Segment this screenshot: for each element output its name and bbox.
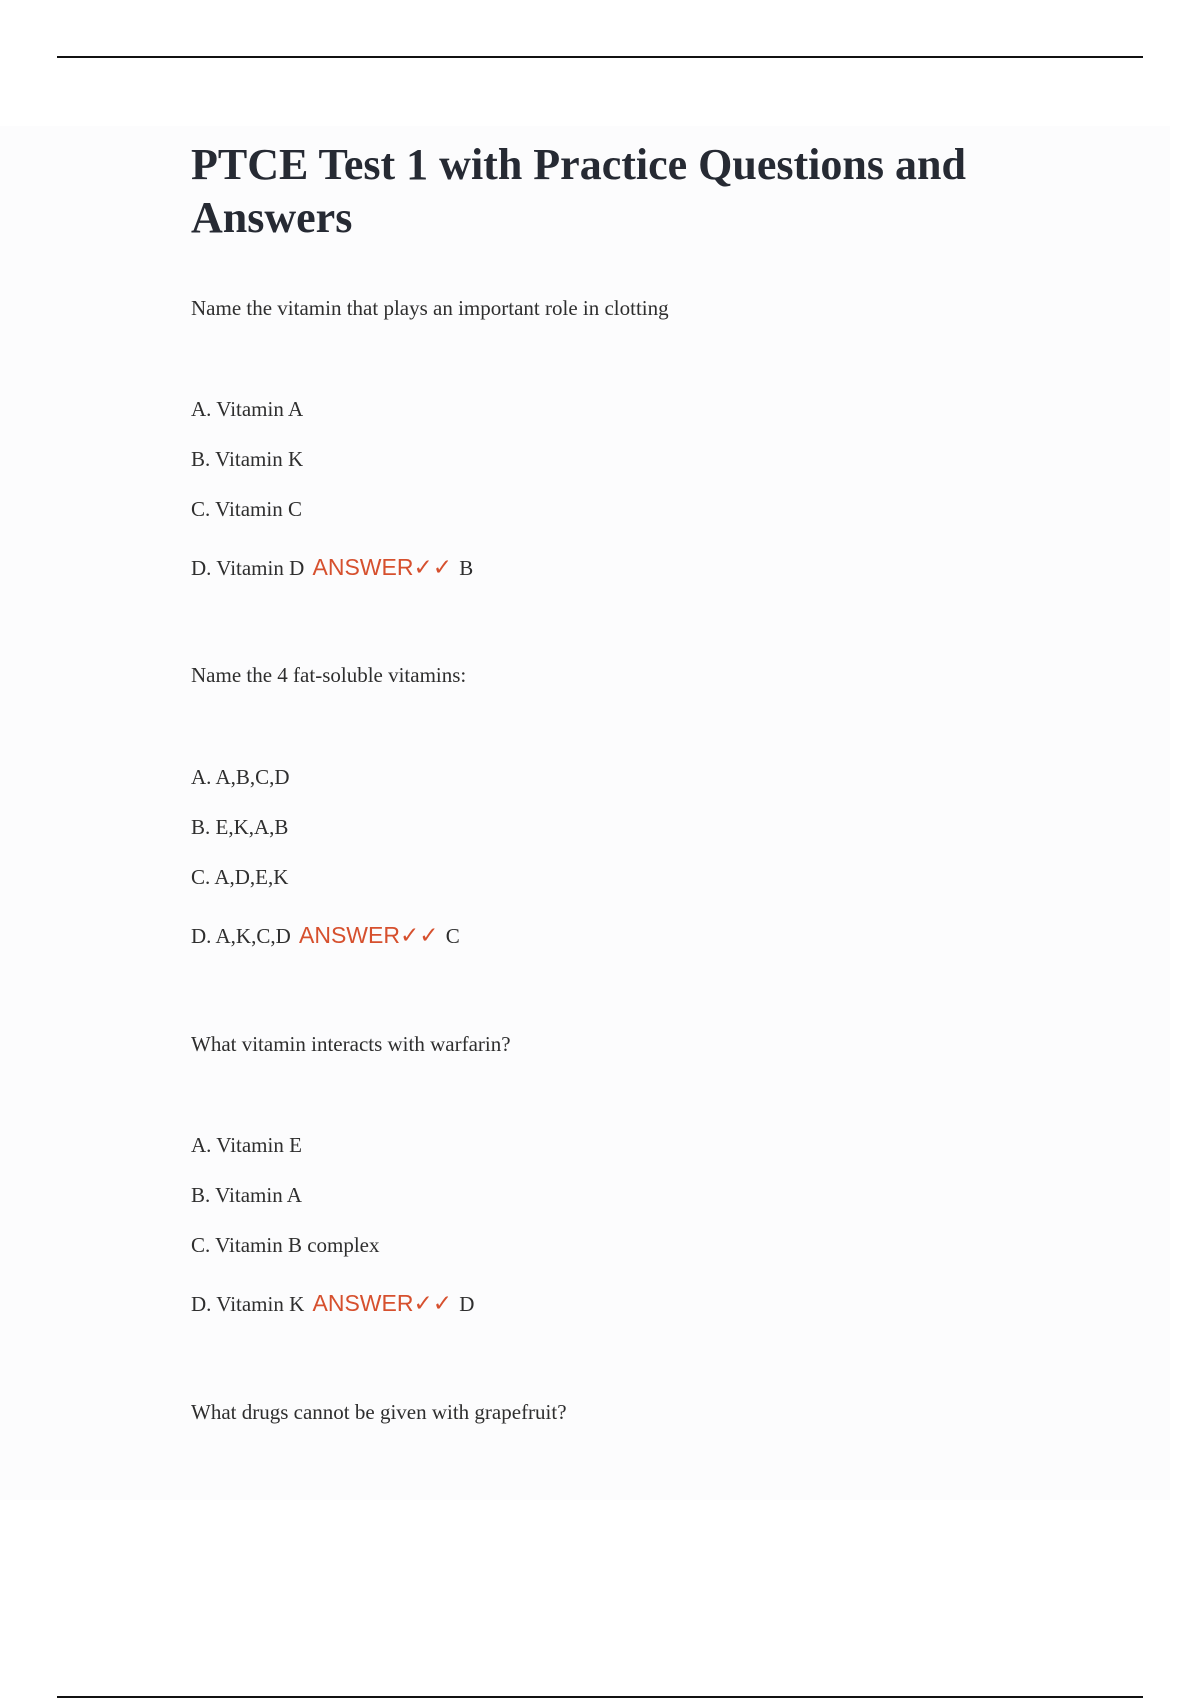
question-1-text: Name the vitamin that plays an important role in clotting — [191, 296, 669, 320]
question-3-option-c: C. Vitamin B complex — [191, 1233, 380, 1257]
question-3-option-d-row — [191, 1290, 474, 1317]
question-2-answer: C — [445, 924, 460, 948]
answer-label: ANSWER✓✓ — [299, 922, 439, 948]
question-1-option-a: A. Vitamin A — [191, 397, 304, 421]
question-3-option-b: B. Vitamin A — [191, 1183, 302, 1207]
question-3-answer: D — [459, 1292, 475, 1316]
question-1-option-d: D. Vitamin D — [191, 556, 305, 580]
question-2-option-a: A. A,B,C,D — [191, 765, 290, 789]
question-2-option-d-row — [191, 922, 460, 949]
question-2-text: Name the 4 fat-soluble vitamins: — [191, 663, 467, 687]
question-3-option-d: D. Vitamin K — [191, 1292, 305, 1316]
bottom-rule — [57, 1696, 1143, 1698]
question-1-option-c: C. Vitamin C — [191, 497, 302, 521]
page-sheet — [0, 126, 1170, 1500]
question-3-text: What vitamin interacts with warfarin? — [191, 1032, 511, 1056]
question-2-option-c: C. A,D,E,K — [191, 865, 289, 889]
question-1-answer: B — [459, 556, 474, 580]
document-title: PTCE Test 1 with Practice Questions and Answers — [191, 140, 966, 242]
question-1-option-d-row — [191, 554, 473, 581]
question-2-option-b: B. E,K,A,B — [191, 815, 289, 839]
question-2-option-d: D. A,K,C,D — [191, 924, 291, 948]
answer-label: ANSWER✓✓ — [312, 1290, 453, 1316]
top-rule — [57, 56, 1143, 58]
answer-label: ANSWER✓✓ — [312, 554, 453, 580]
question-4-text: What drugs cannot be given with grapefruit? — [191, 1400, 567, 1424]
question-3-option-a: A. Vitamin E — [191, 1133, 302, 1157]
question-1-option-b: B. Vitamin K — [191, 447, 304, 471]
